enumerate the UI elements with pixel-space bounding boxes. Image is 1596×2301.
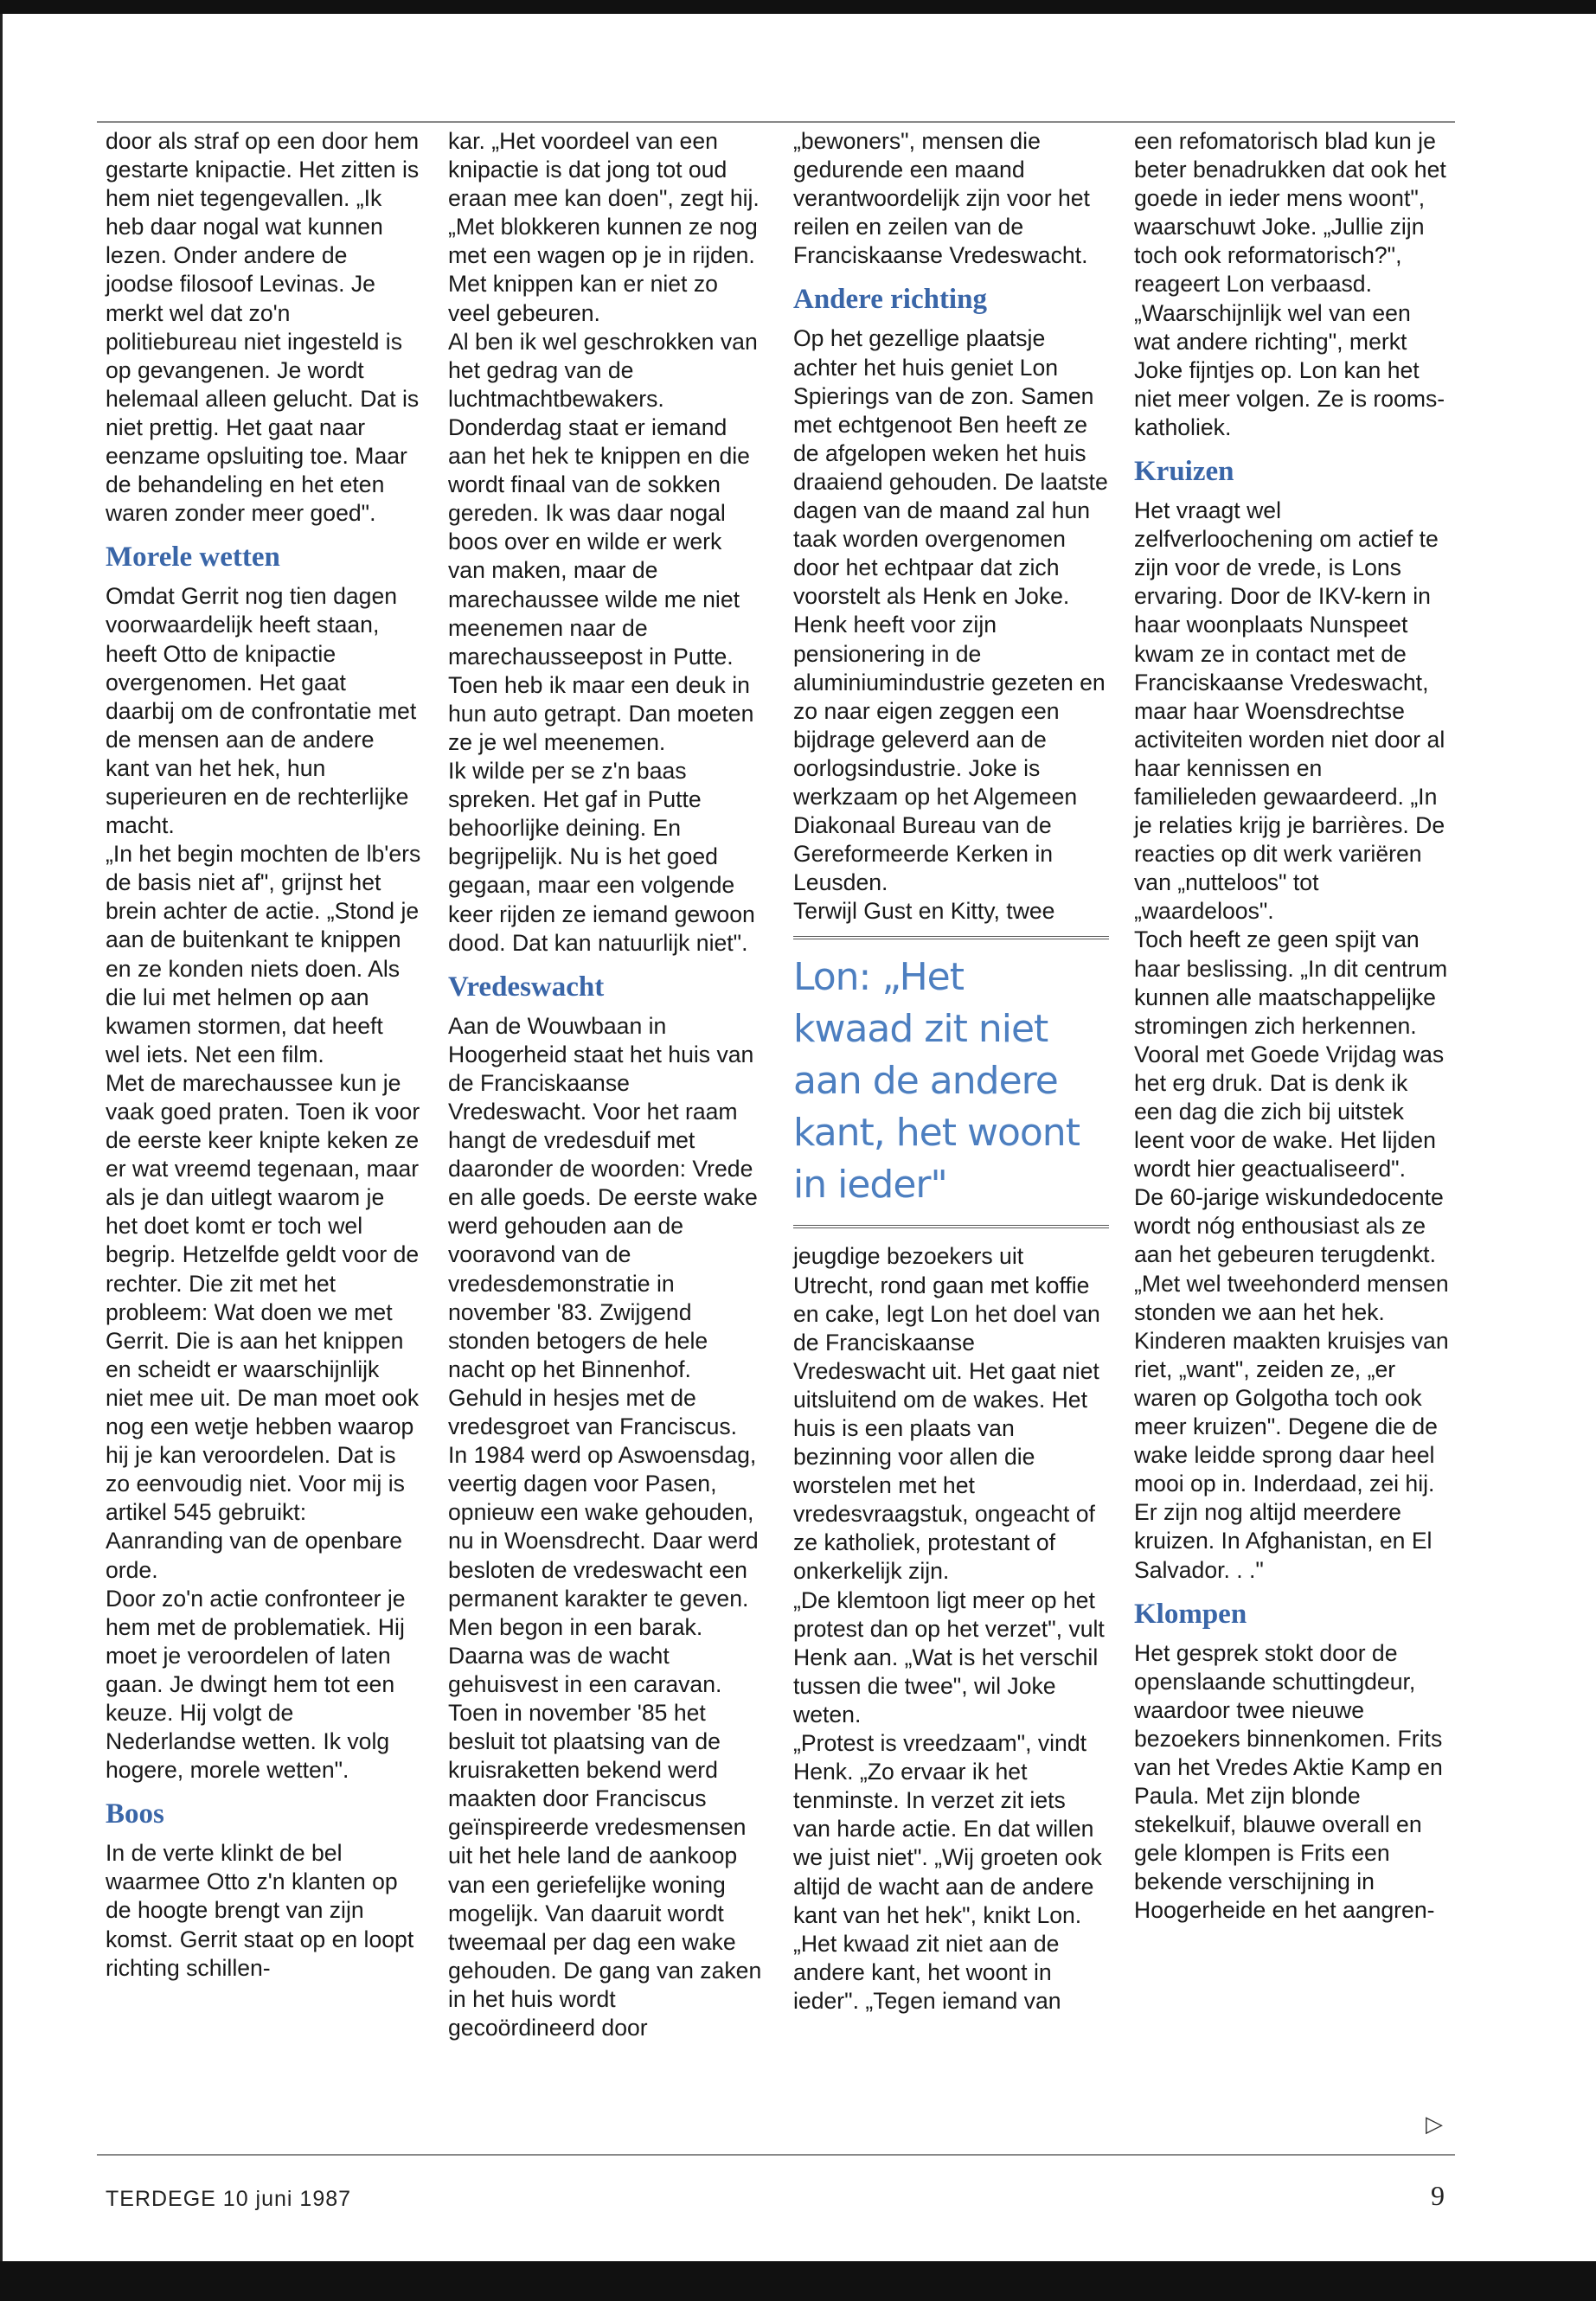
bottom-rule — [97, 2154, 1455, 2156]
publication-footer: TERDEGE 10 juni 1987 — [106, 2187, 352, 2211]
page-number: 9 — [1431, 2180, 1445, 2211]
paragraph: Terwijl Gust en Kitty, twee — [793, 898, 1055, 925]
section-heading: Morele wetten — [106, 542, 280, 574]
top-rule — [97, 121, 1455, 123]
left-edge-line — [0, 14, 3, 2261]
top-border — [0, 0, 1596, 14]
paragraph: jeugdige bezoekers uit Utrecht, rond gaan met koffie en cake, legt Lon het doel van de Franciskaanse Vredeswacht uit. Het gaat niet uitsluitend om de wakes. Het huis is een plaats van bezinning voor allen die worstelen met het vredesvraagstuk, ongeacht of ze katholiek, protestant of onkerkelijk zijn. — [793, 1243, 1100, 1585]
pull-quote-line: aan de andere — [793, 1059, 1058, 1104]
paragraph: „In het begin mochten de lb'ers de basis niet af", grijnst het brein achter de actie. „Stond je aan de buitenkant te knippen en ze konden niets doen. Als die lui met helmen op aan kwamen stormen, dat heeft wel iets. Net een film. — [106, 841, 421, 1067]
paragraph: Op het gezellige plaatsje achter het huis geniet Lon Spierings van de zon. Samen met echtgenoot Ben heeft ze de afgelopen weken het huis draaiend gehouden. De laatste dagen van de maand zal hun taak worden overgenomen door het echtpaar dat zich voorstelt als Henk en Joke. Henk heeft voor zijn pensionering in de aluminiumindustrie gezeten en zo naar eigen zeggen een bijdrage geleverd aan de oorlogsindustrie. Joke is werkzaam op het Algemeen Diakonaal Bureau van de Gereformeerde Kerken in Leusden. — [793, 325, 1108, 896]
paragraph: In de verte klinkt de bel waarmee Otto z'n klanten op de hoogte brengt van zijn komst. Gerrit staat op en loopt richting schillen- — [106, 1840, 414, 1981]
paragraph: Het vraagt wel zelfverloochening om actief te zijn voor de vrede, is Lons ervaring. Door de IKV-kern in haar woonplaats Nunspeet kwam ze in contact met de Franciskaanse Vredeswacht, maar haar Woensdrechtse activiteiten worden niet door al haar kennissen en familieleden gewaardeerd. „In je relaties krijg je barrières. De reacties op dit werk variëren van „nutteloos" tot „waardeloos". — [1134, 497, 1445, 925]
continue-arrow-icon: ▷ — [1426, 2111, 1443, 2137]
paragraph: Met de marechaussee kun je vaak goed praten. Toen ik voor de eerste keer knipte keken ze er wat vreemd tegenaan, maar als je dan uitlegt waarom je het doet komt er toch wel begrip. Hetzelfde geldt voor de rechter. Die zit met het probleem: Wat doen we met Gerrit. Die is aan het knippen en scheidt er waarschijnlijk niet mee uit. De man moet ook nog een wetje hebben waarop hij je kan veroordelen. Dat is zo eenvoudig niet. Voor mij is artikel 545 gebruikt: Aanranding van de openbare orde. — [106, 1069, 420, 1583]
text-column-4 — [1134, 127, 1450, 1926]
bottom-border — [0, 2261, 1596, 2301]
pull-quote — [793, 936, 1109, 1228]
paragraph: Omdat Gerrit nog tien dagen voorwaardelijk heeft staan, heeft Otto de knipactie overgenomen. Het gaat daarbij om de confrontatie met de mensen aan de andere kant van het hek, hun superieuren en de rechterlijke macht. — [106, 583, 417, 839]
pull-quote-line: kant, het woont — [793, 1111, 1080, 1156]
paragraph: Door zo'n actie confronteer je hem met de problematiek. Hij moet je veroordelen of laten gaan. Je dwingt hem tot een keuze. Hij volgt de Nederlandse wetten. Ik volg hogere, morele wetten". — [106, 1585, 406, 1784]
section-heading: Andere richting — [793, 284, 987, 316]
pull-quote-line: kwaad zit niet — [793, 1007, 1048, 1052]
paragraph: Ik wilde per se z'n baas spreken. Het gaf in Putte behoorlijke deining. En begrijpelijk. Nu is het goed gegaan, maar een volgende keer rijden ze iemand gewoon dood. Dat kan natuurlijk niet". — [448, 758, 755, 956]
paragraph: een refomatorisch blad kun je beter benadrukken dat ook het goede in ieder mens woont", waarschuwt Joke. „Jullie zijn toch ook reformatorisch?", reageert Lon verbaasd. „Waarschijnlijk wel van een wat andere richting", merkt Joke fijntjes op. Lon kan het niet meer volgen. Ze is rooms-katholiek. — [1134, 128, 1446, 440]
paragraph: Aan de Wouwbaan in Hoogerheid staat het huis van de Franciskaanse Vredeswacht. Voor het raam hangt de vredesduif met daaronder de woorden: Vrede en alle goeds. De eerste wake werd gehouden aan de vooravond van de vredesdemonstratie in november '83. Zwijgend stonden betogers de hele nacht op het Binnenhof. Gehuld in hesjes met de vredesgroet van Franciscus. — [448, 1012, 758, 1440]
pull-quote-line: in ieder" — [793, 1163, 947, 1208]
paragraph: Toch heeft ze geen spijt van haar beslissing. „In dit centrum kunnen alle maatschappelijke stromingen zich herkennen. Vooral met Goede Vrijdag was het erg druk. Dat is denk ik een dag die zich bij uitstek leent voor de wake. Het lijden wordt hier geactualiseerd". — [1134, 926, 1448, 1183]
paragraph: kar. „Het voordeel van een knipactie is dat jong tot oud eraan mee kan doen", zegt hij. „Met blokkeren kunnen ze nog met een wagen op je in rijden. Met knippen kan er niet zo veel gebeuren. — [448, 128, 760, 326]
paragraph: In 1984 werd op Aswoensdag, veertig dagen voor Pasen, opnieuw een wake gehouden, nu in Woensdrecht. Daar werd besloten de vredeswacht een permanent karakter te geven. Men begon in een barak. Daarna was de wacht gehuisvest in een caravan. Toen in november '85 het besluit tot plaatsing van de kruisraketten bekend werd maakten door Franciscus geïnspireerde vredesmensen uit het hele land de aankoop van een geriefelijke woning mogelijk. Van daaruit wordt tweemaal per dag een wake gehouden. De gang van zaken in het huis wordt gecoördineerd door — [448, 1442, 762, 2041]
text-column-2 — [448, 127, 764, 2042]
paragraph: Al ben ik wel geschrokken van het gedrag van de luchtmachtbewakers. Donderdag staat er iemand aan het hek te knippen en die wordt finaal van de sokken gereden. Ik was daar nogal boos over en wilde er werk van maken, maar de marechaussee wilde me niet meenemen naar de marechausseepost in Putte. Toen heb ik maar een deuk in hun auto getrapt. Dan moeten ze je wel meenemen. — [448, 328, 758, 755]
paragraph: De 60-jarige wiskundedocente wordt nóg enthousiast als ze aan het gebeuren terugdenkt. „Met wel tweehonderd mensen stonden we aan het hek. Kinderen maakten kruisjes van riet, „want", zeiden ze, „er waren op Golgotha toch ook meer kruizen". Degene die de wake leidde sprong daar heel mooi op in. Inderdaad, zei hij. Er zijn nog altijd meerdere kruizen. In Afghanistan, en El Salvador. . ." — [1134, 1184, 1449, 1583]
paragraph: „bewoners", mensen die gedurende een maand verantwoordelijk zijn voor het reilen en zeilen van de Franciskaanse Vredeswacht. — [793, 128, 1090, 269]
section-heading: Vredeswacht — [448, 971, 605, 1003]
section-heading: Kruizen — [1134, 456, 1234, 488]
paragraph: Het gesprek stokt door de openslaande schuttingdeur, waardoor twee nieuwe bezoekers binnenkomen. Frits van het Vredes Aktie Kamp en Paula. Met zijn blonde stekelkuif, blauwe overall en gele klompen is Frits een bekende verschijning in Hoogerheide en het aangren- — [1134, 1639, 1443, 1924]
paragraph: „De klemtoon ligt meer op het protest dan op het verzet", vult Henk aan. „Wat is het verschil tussen die twee", wil Joke weten. — [793, 1586, 1105, 1727]
section-heading: Klompen — [1134, 1598, 1247, 1630]
text-column-1 — [106, 127, 421, 1983]
text-column-3 — [793, 127, 1109, 2016]
paragraph: door als straf op een door hem gestarte knipactie. Het zitten is hem niet tegengevallen. „Ik heb daar nogal wat kunnen lezen. Onder andere de joodse filosoof Levinas. Je merkt wel dat zo'n politiebureau niet ingesteld is op gevangenen. Je wordt helemaal alleen gelucht. Dat is niet prettig. Het gaat naar eenzame opsluiting toe. Maar de behandeling en het eten waren zonder meer goed". — [106, 128, 420, 527]
paragraph: „Protest is vreedzaam", vindt Henk. „Zo ervaar ik het tenminste. In verzet zit iets van harde actie. En dat willen we juist niet". „Wij groeten ook altijd de wacht aan de andere kant van het hek", knikt Lon. „Het kwaad zit niet aan de andere kant, het woont in ieder". „Tegen iemand van — [793, 1730, 1102, 2014]
section-heading: Boos — [106, 1798, 164, 1830]
pull-quote-line: Lon: „Het — [793, 955, 964, 1000]
